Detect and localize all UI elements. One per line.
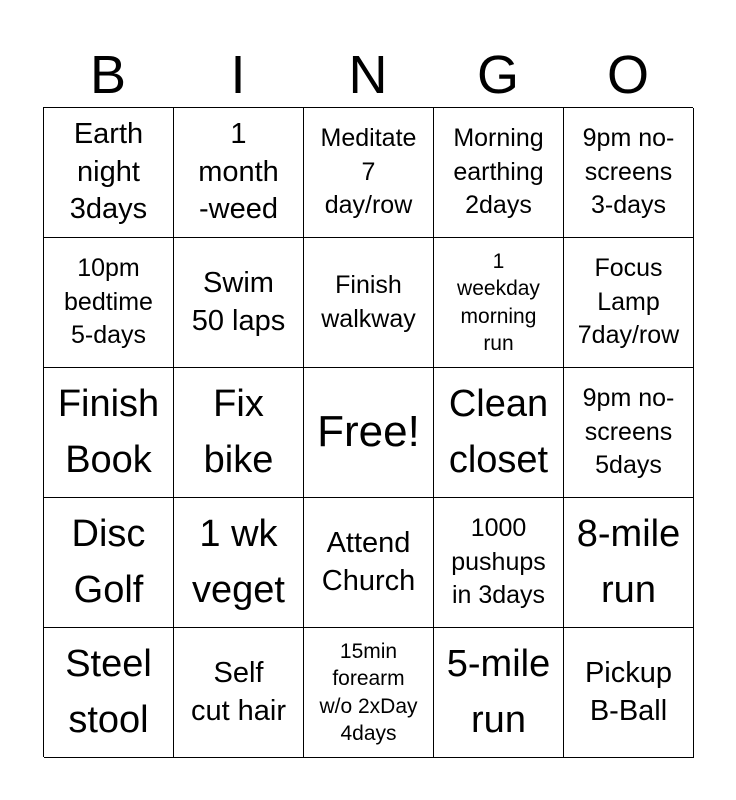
header-letter-g: G bbox=[476, 45, 519, 105]
bingo-cell[interactable]: 8-mile run bbox=[564, 498, 694, 628]
header-letter-b: B bbox=[89, 45, 127, 105]
bingo-cell[interactable]: 10pm bedtime 5-days bbox=[44, 238, 174, 368]
header-letter-o: O bbox=[606, 45, 649, 105]
bingo-cell[interactable]: Steel stool bbox=[44, 628, 174, 758]
bingo-cell[interactable]: 1 wk veget bbox=[174, 498, 304, 628]
bingo-cell[interactable]: Meditate 7 day/row bbox=[304, 108, 434, 238]
bingo-cell[interactable]: 5-mile run bbox=[434, 628, 564, 758]
free-space-cell[interactable]: Free! bbox=[304, 368, 434, 498]
header-letter-i: I bbox=[230, 45, 246, 105]
bingo-cell[interactable]: Clean closet bbox=[434, 368, 564, 498]
bingo-cell[interactable]: Morning earthing 2days bbox=[434, 108, 564, 238]
bingo-cell[interactable]: 1 month -weed bbox=[174, 108, 304, 238]
bingo-cell[interactable]: Attend Church bbox=[304, 498, 434, 628]
bingo-cell[interactable]: Finish walkway bbox=[304, 238, 434, 368]
bingo-cell[interactable]: 15min forearm w/o 2xDay 4days bbox=[304, 628, 434, 758]
bingo-board bbox=[43, 107, 693, 757]
bingo-cell[interactable]: Pickup B-Ball bbox=[564, 628, 694, 758]
bingo-header bbox=[43, 44, 693, 106]
bingo-cell[interactable]: 1000 pushups in 3days bbox=[434, 498, 564, 628]
bingo-cell[interactable]: Disc Golf bbox=[44, 498, 174, 628]
header-letter-n: N bbox=[348, 45, 388, 105]
bingo-cell[interactable]: 9pm no- screens 5days bbox=[564, 368, 694, 498]
bingo-cell[interactable]: Earth night 3days bbox=[44, 108, 174, 238]
bingo-cell[interactable]: Self cut hair bbox=[174, 628, 304, 758]
bingo-cell[interactable]: Finish Book bbox=[44, 368, 174, 498]
bingo-cell[interactable]: 1 weekday morning run bbox=[434, 238, 564, 368]
bingo-cell[interactable]: Focus Lamp 7day/row bbox=[564, 238, 694, 368]
bingo-cell[interactable]: 9pm no- screens 3-days bbox=[564, 108, 694, 238]
bingo-cell[interactable]: Swim 50 laps bbox=[174, 238, 304, 368]
bingo-cell[interactable]: Fix bike bbox=[174, 368, 304, 498]
